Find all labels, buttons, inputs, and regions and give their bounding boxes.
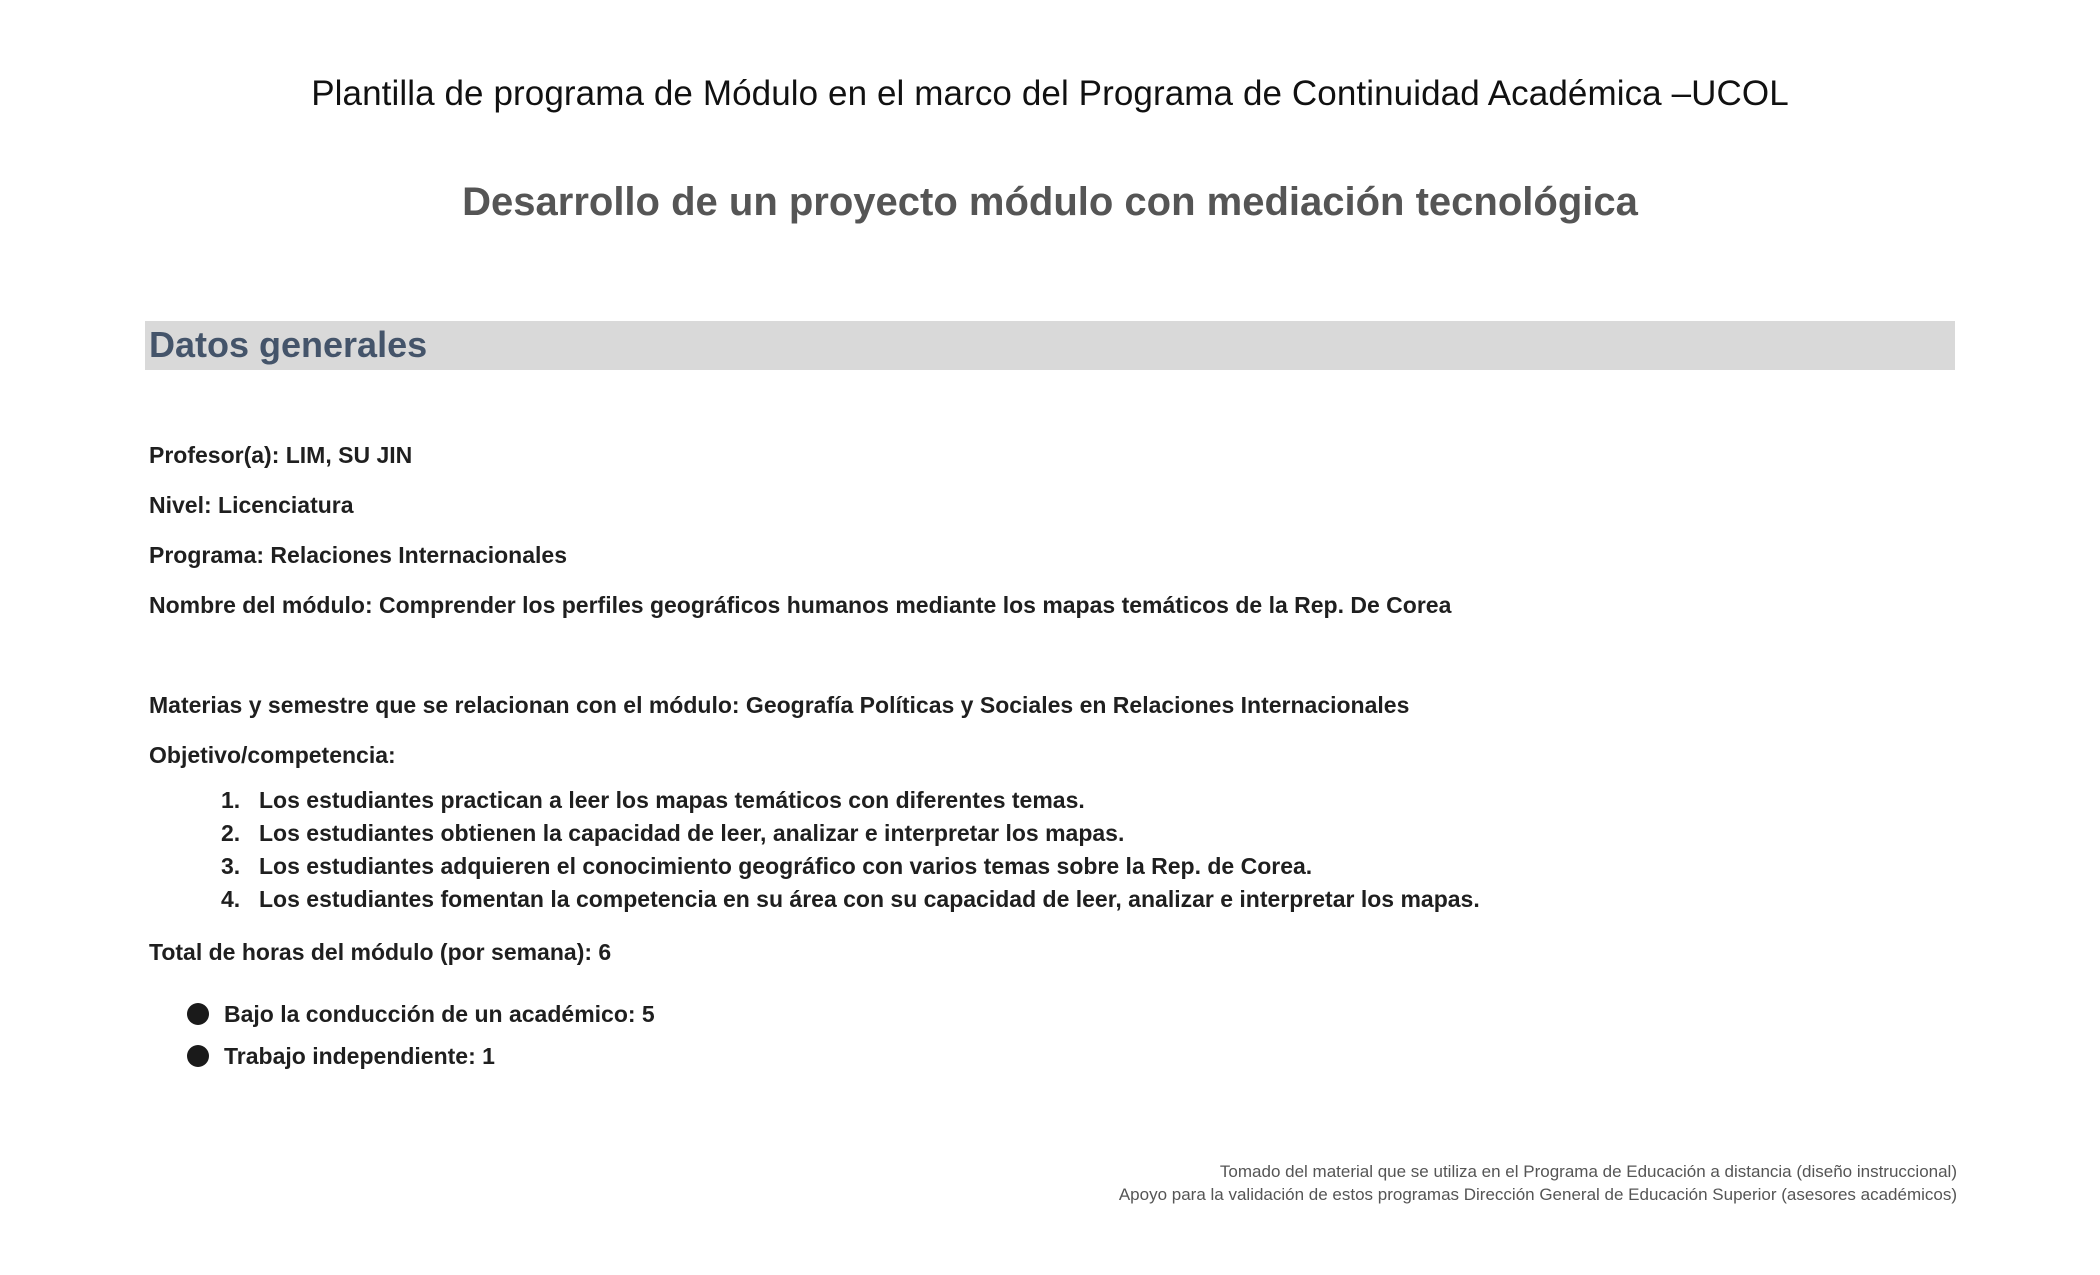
list-item-number: 1.: [221, 787, 241, 813]
field-objetivo-label: Objetivo/competencia:: [149, 742, 396, 768]
list-item-text: Los estudiantes practican a leer los mapas temáticos con diferentes temas.: [259, 787, 1085, 813]
list-item: [221, 851, 1480, 884]
list-item-text: Bajo la conducción de un académico: 5: [224, 1001, 655, 1027]
bullet-icon: [187, 1003, 209, 1025]
document-title: Plantilla de programa de Módulo en el marco del Programa de Continuidad Académica –UCOL: [311, 74, 1789, 113]
footer-note: [1119, 1160, 1957, 1206]
field-programa: Programa: Relaciones Internacionales: [149, 542, 567, 568]
list-item-number: 3.: [221, 853, 241, 879]
list-item-text: Los estudiantes obtienen la capacidad de leer, analizar e interpretar los mapas.: [259, 820, 1125, 846]
section-banner: [145, 321, 1955, 370]
footer-line-1: Tomado del material que se utiliza en el Programa de Educación a distancia (diseño instruccional): [1219, 1162, 1957, 1181]
field-nombre-modulo: Nombre del módulo: Comprender los perfiles geográficos humanos mediante los mapas temáticos de la Rep. De Corea: [149, 592, 1452, 618]
objectives-list: [221, 785, 1480, 917]
document-subtitle: Desarrollo de un proyecto módulo con mediación tecnológica: [462, 180, 1638, 224]
list-item: [221, 785, 1480, 818]
list-item-text: Los estudiantes adquieren el conocimiento geográfico con varios temas sobre la Rep. de Corea.: [259, 853, 1313, 879]
list-item-text: Trabajo independiente: 1: [224, 1043, 495, 1069]
field-total-horas: Total de horas del módulo (por semana): 6: [149, 939, 612, 965]
field-nivel: Nivel: Licenciatura: [149, 492, 354, 518]
list-item: [221, 884, 1480, 917]
list-item-number: 4.: [221, 886, 241, 912]
list-item: [187, 993, 655, 1035]
list-item-text: Los estudiantes fomentan la competencia en su área con su capacidad de leer, analizar e interpretar los mapas.: [259, 886, 1480, 912]
footer-line-2: Apoyo para la validación de estos programas Dirección General de Educación Superior (asesores académicos): [1118, 1185, 1957, 1204]
list-item: [221, 818, 1480, 851]
bullet-icon: [187, 1045, 209, 1067]
list-item: [187, 1035, 655, 1077]
hours-list: [187, 993, 655, 1077]
field-materias: Materias y semestre que se relacionan con el módulo: Geografía Políticas y Sociales en Relaciones Internacionales: [149, 692, 1410, 718]
field-profesor: Profesor(a): LIM, SU JIN: [149, 442, 413, 468]
list-item-number: 2.: [221, 820, 241, 846]
section-title: Datos generales: [149, 324, 428, 365]
